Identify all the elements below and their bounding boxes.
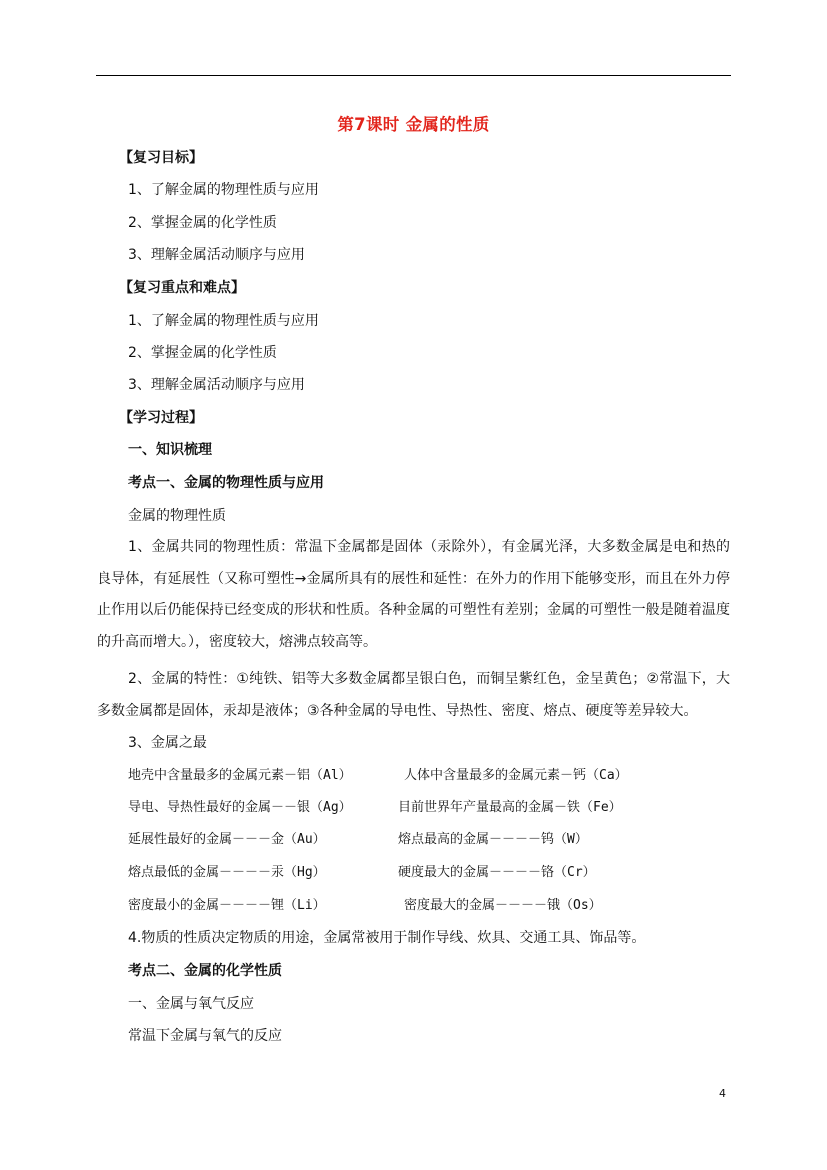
record-right: 熔点最高的金属－－－－钨（W） bbox=[398, 832, 588, 847]
record-right: 人体中含量最多的金属元素－钙（Ca） bbox=[404, 768, 628, 783]
focus-item: 3、理解金属活动顺序与应用 bbox=[128, 377, 305, 393]
goal-item: 3、理解金属活动顺序与应用 bbox=[128, 247, 305, 263]
header-rule bbox=[96, 75, 731, 76]
record-left: 密度最小的金属－－－－锂（Li） bbox=[128, 898, 326, 913]
paragraph-uses: 4.物质的性质决定物质的用途，金属常被用于制作导线、炊具、交通工具、饰品等。 bbox=[128, 930, 646, 946]
paragraph-special-properties: 2、金属的特性：①纯铁、铝等大多数金属都呈银白色，而铜呈紫红色，金呈黄色；②常温下，大多数金属都是固体，汞却是液体；③各种金属的导电性、导热性、密度、熔点、硬度等差异较大。 bbox=[97, 671, 730, 719]
focus-heading: 【复习重点和难点】 bbox=[119, 280, 245, 296]
record-right: 硬度最大的金属－－－－铬（Cr） bbox=[398, 865, 596, 880]
page-title: 第7课时 金属的性质 bbox=[337, 115, 490, 134]
record-left: 熔点最低的金属－－－－汞（Hg） bbox=[128, 865, 326, 880]
kp1-heading: 考点一、金属的物理性质与应用 bbox=[128, 475, 324, 491]
focus-item: 2、掌握金属的化学性质 bbox=[128, 345, 277, 361]
goal-item: 2、掌握金属的化学性质 bbox=[128, 215, 277, 231]
paragraph-metal-records: 3、金属之最 bbox=[128, 735, 207, 751]
kp2-heading: 考点二、金属的化学性质 bbox=[128, 963, 282, 979]
record-right: 目前世界年产量最高的金属－铁（Fe） bbox=[398, 800, 622, 815]
record-left: 地壳中含量最多的金属元素－铝（Al） bbox=[128, 768, 352, 783]
kp1-subheading: 金属的物理性质 bbox=[128, 508, 226, 524]
goal-item: 1、了解金属的物理性质与应用 bbox=[128, 182, 319, 198]
record-right: 密度最大的金属－－－－锇（Os） bbox=[404, 898, 602, 913]
goals-heading: 【复习目标】 bbox=[119, 150, 203, 166]
part1-heading: 一、知识梳理 bbox=[128, 442, 212, 458]
focus-item: 1、了解金属的物理性质与应用 bbox=[128, 313, 319, 329]
record-left: 导电、导热性最好的金属－－银（Ag） bbox=[128, 800, 352, 815]
kp2-subheading: 常温下金属与氧气的反应 bbox=[128, 1028, 282, 1044]
record-left: 延展性最好的金属－－－金（Au） bbox=[128, 832, 326, 847]
process-heading: 【学习过程】 bbox=[119, 410, 203, 426]
kp2-subheading: 一、金属与氧气反应 bbox=[128, 996, 254, 1012]
page-number: 4 bbox=[719, 1087, 726, 1100]
paragraph-physical-properties: 1、金属共同的物理性质：常温下金属都是固体（汞除外），有金属光泽，大多数金属是电和热的良导体，有延展性（又称可塑性→金属所具有的展性和延性：在外力的作用下能够变形，而且在外力停止作用以后仍能保持已经变成的形状和性质。各种金属的可塑性有差别；金属的可塑性一般是随着温度的升高而增大。），密度较大，熔沸点较高等。 bbox=[97, 539, 730, 650]
